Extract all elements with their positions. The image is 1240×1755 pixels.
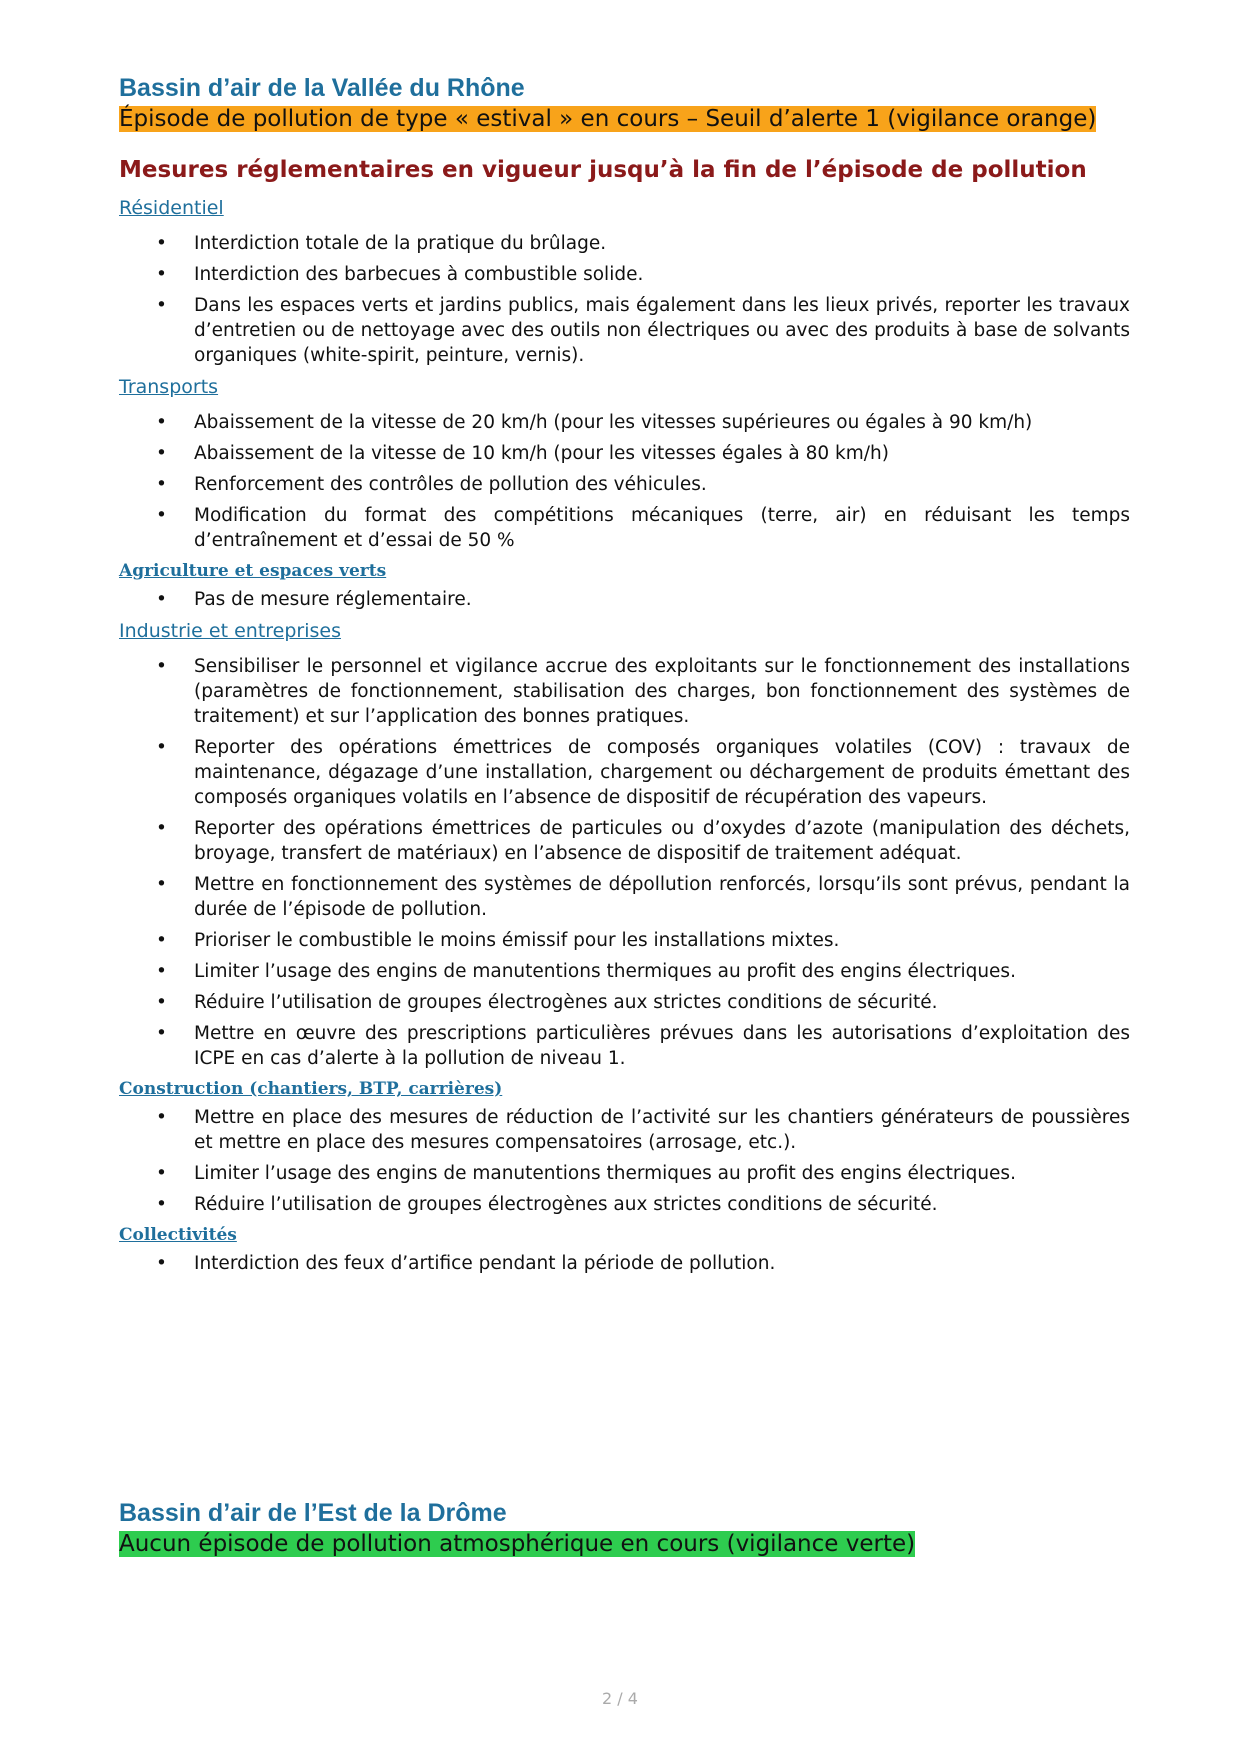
list-item: • Mettre en œuvre des prescriptions particulières prévues dans les autorisations d’exploitation des ICPE en cas d’alerte à la pollution de niveau 1. [156, 1023, 1130, 1069]
list-item: • Renforcement des contrôles de pollution des véhicules. [156, 474, 707, 495]
list-item: • Reporter des opérations émettrices de particules ou d’oxydes d’azote (manipulation des déchets, broyage, transfert de matériaux) en l’absence de dispositif de traitement adéquat. [156, 818, 1130, 864]
bullet-icon: • [156, 589, 167, 610]
bullet-icon: • [156, 505, 167, 526]
bullet-icon: • [156, 474, 167, 495]
list-item: • Prioriser le combustible le moins émissif pour les installations mixtes. [156, 930, 840, 951]
list-item: • Limiter l’usage des engins de manutentions thermiques au profit des engins électriques. [156, 1163, 1016, 1184]
bullet-icon: • [156, 1163, 167, 1184]
document-page [119, 72, 1130, 1560]
list-residentiel [119, 231, 1130, 368]
section-title-residentiel[interactable]: Résidentiel [119, 197, 224, 219]
bullet-icon: • [156, 1194, 167, 1215]
page-number: 2 / 4 [602, 1689, 638, 1708]
list-item: • Mettre en place des mesures de réduction de l’activité sur les chantiers générateurs de poussières et mettre en place des mesures compensatoires (arrosage, etc.). [156, 1107, 1130, 1153]
list-item: • Abaissement de la vitesse de 20 km/h (pour les vitesses supérieures ou égales à 90 km/h) [156, 412, 1033, 433]
list-item: • Interdiction des feux d’artifice pendant la période de pollution. [156, 1253, 776, 1274]
list-item: • Réduire l’utilisation de groupes électrogènes aux strictes conditions de sécurité. [156, 1194, 938, 1215]
bullet-icon: • [156, 1253, 167, 1274]
bullet-icon: • [156, 930, 167, 951]
list-collectivites [119, 1251, 1130, 1276]
list-item: • Limiter l’usage des engins de manutentions thermiques au profit des engins électriques. [156, 961, 1016, 982]
list-item: • Pas de mesure réglementaire. [156, 589, 472, 610]
list-item: • Interdiction totale de la pratique du brûlage. [156, 233, 607, 254]
section-title-construction[interactable]: Construction (chantiers, BTP, carrières) [119, 1079, 503, 1099]
list-item: • Abaissement de la vitesse de 10 km/h (pour les vitesses égales à 80 km/h) [156, 443, 889, 464]
list-item: • Dans les espaces verts et jardins publics, mais également dans les lieux privés, reporter les travaux d’entretien ou de nettoyage avec des outils non électriques ou avec des produits à base de solvants organiques (white-spirit, peinture, vernis). [156, 295, 1130, 366]
measures-title: Mesures réglementaires en vigueur jusqu’à la fin de l’épisode de pollution [119, 157, 1087, 183]
list-item: • Mettre en fonctionnement des systèmes de dépollution renforcés, lorsqu’ils sont prévus, pendant la durée de l’épisode de pollution. [156, 874, 1130, 920]
status-green [119, 1529, 1130, 1560]
bullet-icon: • [156, 233, 167, 254]
list-construction [119, 1105, 1130, 1217]
list-item: • Réduire l’utilisation de groupes électrogènes aux strictes conditions de sécurité. [156, 992, 938, 1013]
bullet-icon: • [156, 961, 167, 982]
bullet-icon: • [156, 874, 167, 895]
list-item: • Modification du format des compétitions mécaniques (terre, air) en réduisant les temps d’entraînement et d’essai de 50 % [156, 505, 1130, 551]
basin-title-vallee-du-rhone: Bassin d’air de la Vallée du Rhône [119, 74, 525, 102]
bullet-icon: • [156, 992, 167, 1013]
section-title-agriculture[interactable]: Agriculture et espaces verts [119, 561, 387, 581]
bullet-icon: • [156, 737, 167, 758]
bullet-icon: • [156, 295, 167, 316]
section-title-transports[interactable]: Transports [119, 376, 219, 398]
bullet-icon: • [156, 443, 167, 464]
basin-title-est-drome: Bassin d’air de l’Est de la Drôme [119, 1499, 507, 1527]
list-industrie [119, 654, 1130, 1071]
list-transports [119, 410, 1130, 553]
bullet-icon: • [156, 264, 167, 285]
list-agriculture [119, 587, 1130, 612]
bullet-icon: • [156, 818, 167, 839]
status-alert-orange [119, 104, 1130, 135]
status-alert-orange-text: Épisode de pollution de type « estival » en cours – Seuil d’alerte 1 (vigilance orange) [119, 106, 1097, 132]
section-title-industrie[interactable]: Industrie et entreprises [119, 620, 341, 642]
bullet-icon: • [156, 412, 167, 433]
bullet-icon: • [156, 656, 167, 677]
status-green-text: Aucun épisode de pollution atmosphérique en cours (vigilance verte) [119, 1531, 916, 1557]
section-title-collectivites[interactable]: Collectivités [119, 1225, 237, 1245]
bullet-icon: • [156, 1107, 167, 1128]
bullet-icon: • [156, 1023, 167, 1044]
list-item: • Sensibiliser le personnel et vigilance accrue des exploitants sur le fonctionnement des installations (paramètres de fonctionnement, stabilisation des charges, bon fonctionnement des systèmes de traitement) et sur l’application des bonnes pratiques. [156, 656, 1130, 727]
spacer [119, 1282, 1130, 1497]
list-item: • Reporter des opérations émettrices de composés organiques volatiles (COV) : travaux de maintenance, dégazage d’une installation, chargement ou déchargement de produits émettant des composés organiques volatils en l’absence de dispositif de récupération des vapeurs. [156, 737, 1130, 808]
list-item: • Interdiction des barbecues à combustible solide. [156, 264, 644, 285]
